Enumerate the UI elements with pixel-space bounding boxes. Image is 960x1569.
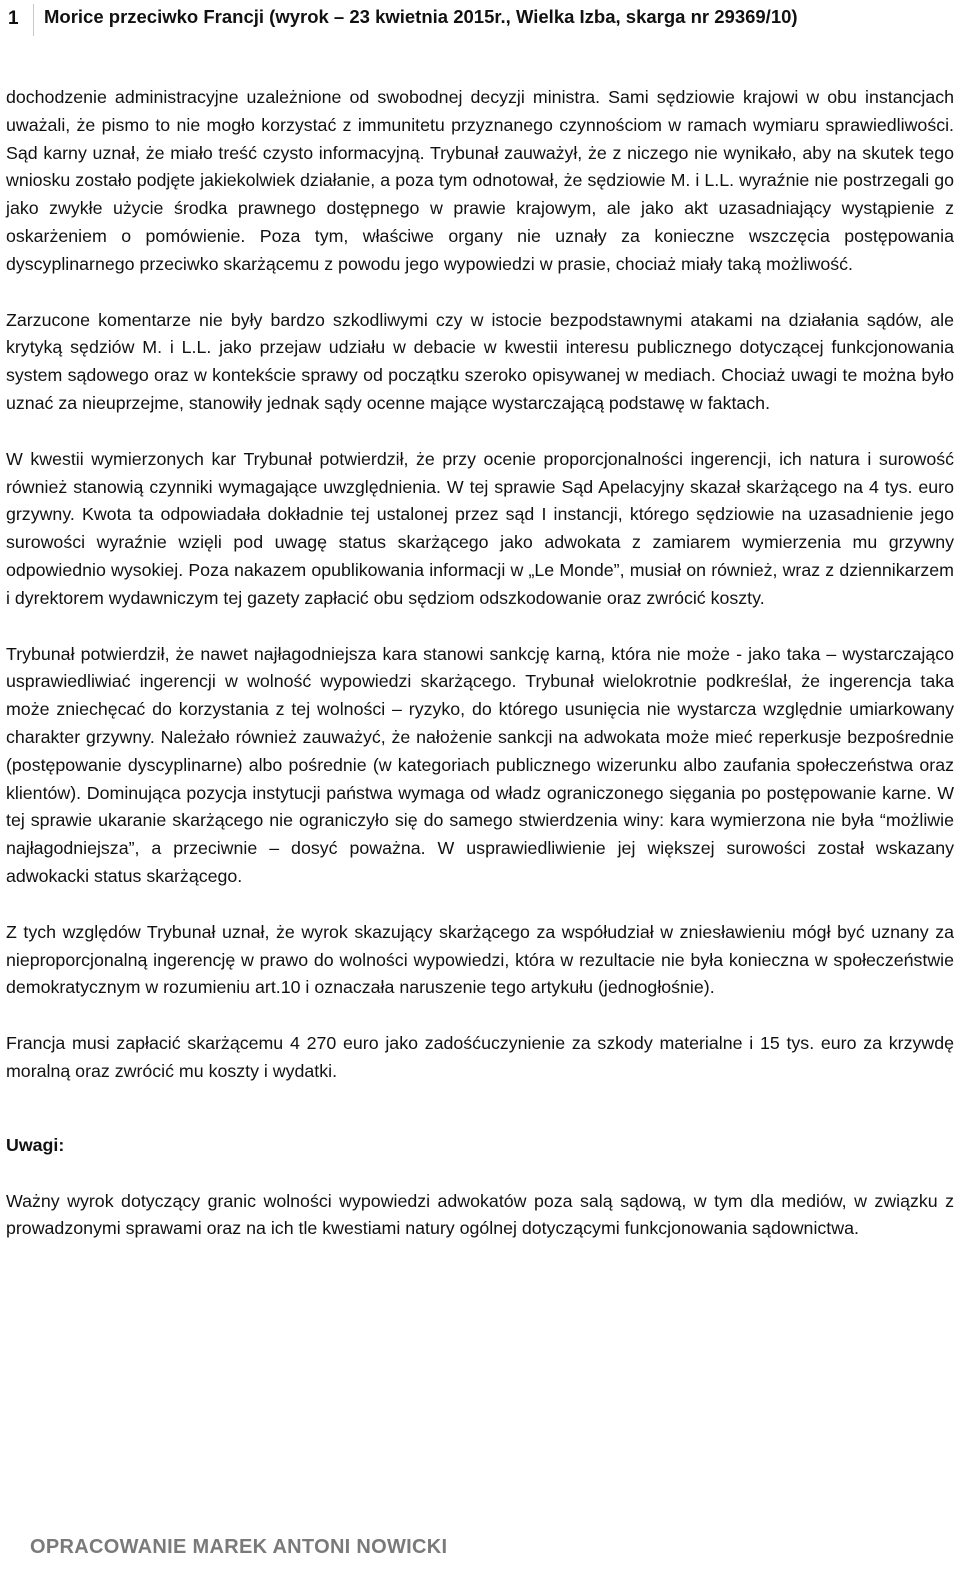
paragraph-6: Francja musi zapłacić skarżącemu 4 270 euro jako zadośćuczynienie za szkody materialne i 15 tys. euro za krzywdę moralną oraz zwrócić mu koszty i wydatki. — [6, 1033, 954, 1081]
paragraph-1: dochodzenie administracyjne uzależnione od swobodnej decyzji ministra. Sami sędziowie krajowi w obu instancjach uważali, że pismo to nie mogło korzystać z immunitetu przyznanego czynnościom w ramach wymiaru sprawiedliwości. Sąd karny uznał, że miało treść czysto informacyjną. Trybunał zauważył, że z niczego nie wynikało, aby na skutek tego wniosku zostało podjęte jakiekolwiek działanie, a poza tym odnotował, że sędziowie M. i L.L. wyraźnie nie postrzegali go jako zwykłe użycie środka prawnego dostępnego w prawie krajowym, ale jako akt uzasadniający wystąpienie z oskarżeniem o pomówienie. Poza tym, właściwe organy nie uznały za konieczne wszczęcia postępowania dyscyplinarnego przeciwko skarżącemu z powodu jego wypowiedzi w prasie, chociaż miały taką możliwość. — [6, 87, 954, 274]
header-divider — [33, 4, 34, 36]
paragraph-3: W kwestii wymierzonych kar Trybunał potwierdził, że przy ocenie proporcjonalności ingerencji, ich natura i surowość również stanowią czynniki wymagające uwzględnienia. W tej sprawie Sąd Apelacyjny skazał skarżącego na 4 tys. euro grzywny. Kwota ta odpowiadała dokładnie tej ustalonej przez sąd I instancji, którego sędziowie na uzasadnienie jego surowości wyraźnie wzięli pod uwagę status skarżącego jako adwokata z zamiarem wymierzenia mu grzywny odpowiednio wysokiej. Poza nakazem opublikowania informacji w „Le Monde”, musiał on również, wraz z dziennikarzem i dyrektorem wydawniczym tej gazety zapłacić obu sędziom odszkodowanie oraz zwrócić koszty. — [6, 448, 954, 608]
paragraph-5: Z tych względów Trybunał uznał, że wyrok skazujący skarżącego za współudział w zniesławieniu mógł być uznany za nieproporcjonalną ingerencję w prawo do wolności wypowiedzi, która w rezultacie nie była konieczna w społeczeństwie demokratycznym w rozumieniu art.10 i oznaczała naruszenie tego artykułu (jednogłośnie). — [6, 921, 954, 998]
page-header — [0, 0, 960, 40]
paragraph-4: Trybunał potwierdził, że nawet najłagodniejsza kara stanowi sankcję karną, która nie może - jako taka – wystarczająco usprawiedliwiać ingerencji w wolność wypowiedzi skarżącego. Trybunał wielokrotnie podkreślał, że ingerencja taka może zniechęcać do korzystania z tej wolności – ryzyko, do którego usunięcia nie wystarcza względnie umiarkowany charakter grzywny. Należało również zauważyć, że nałożenie sankcji na adwokata może mieć reperkusje bezpośrednie (postępowanie dyscyplinarne) albo pośrednie (w kategoriach publicznego wizerunku albo zaufania społeczeństwa oraz klientów). Dominująca pozycja instytucji państwa wymaga od władz ograniczonego sięgania po postępowanie karne. W tej sprawie ukaranie skarżącego nie ograniczyło się do samego stwierdzenia winy: kara wymierzona nie była “możliwie najłagodniejsza”, a przeciwnie – dosyć poważna. W usprawiedliwienie jej większej surowości został wskazany adwokacki status skarżącego. — [6, 643, 954, 886]
footer-author-label: OPRACOWANIE MAREK ANTONI NOWICKI — [30, 1536, 448, 1558]
document-title: Morice przeciwko Francji (wyrok – 23 kwietnia 2015r., Wielka Izba, skarga nr 29369/10) — [44, 6, 798, 27]
document-body — [6, 84, 954, 1271]
notes-paragraph: Ważny wyrok dotyczący granic wolności wypowiedzi adwokatów poza salą sądową, w tym dla mediów, w związku z prowadzonymi sprawami oraz na ich tle kwestiami natury ogólnej dotyczącymi funkcjonowania sądownictwa. — [6, 1190, 954, 1239]
paragraph-2: Zarzucone komentarze nie były bardzo szkodliwymi czy w istocie bezpodstawnymi atakami na działania sądów, ale krytyką sędziów M. i L.L. jako przejaw udziału w debacie w kwestii interesu publicznego dotyczącej funkcjonowania system sądowego oraz w kontekście sprawy od początku szeroko opisywanej w mediach. Chociaż uwagi te można było uznać za nieuprzejme, stanowiły jednak sądy ocenne mające wystarczającą podstawę w faktach. — [6, 309, 954, 413]
notes-heading: Uwagi: — [6, 1134, 65, 1155]
page-number: 1 — [8, 8, 19, 29]
